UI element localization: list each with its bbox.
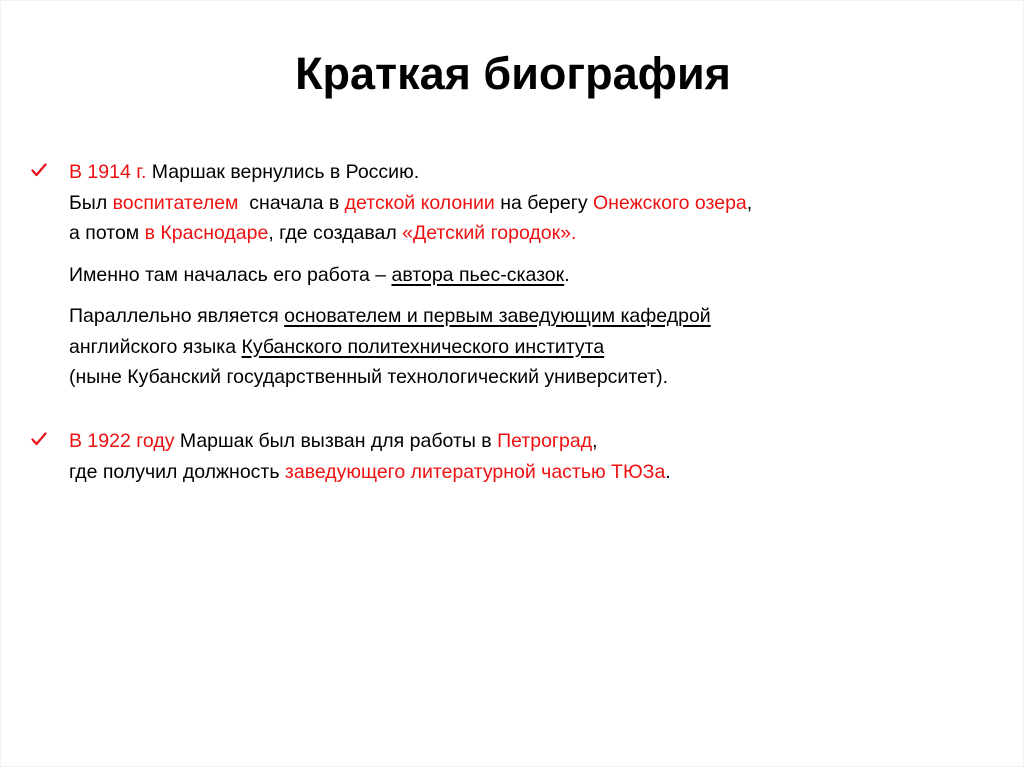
- text-line: [69, 301, 971, 332]
- highlight-text: заведующего литературной частью ТЮЗа: [284, 460, 666, 483]
- highlight-text: Петроград: [497, 430, 593, 452]
- underlined-text: автора пьес-сказок: [391, 263, 565, 286]
- text-segment: Был: [69, 191, 113, 214]
- underlined-text: Кубанского политехнического института: [241, 335, 605, 358]
- text-segment: Маршак вернулись в Россию.: [146, 161, 420, 183]
- bullet-1914: [31, 157, 971, 393]
- paragraph: [69, 157, 971, 249]
- text-line: [69, 218, 971, 249]
- text-segment: , где создавал: [268, 222, 403, 244]
- underlined-text: основателем и первым заведующим кафедрой: [284, 305, 711, 327]
- bullet-body: [69, 426, 971, 487]
- text-segment: английского языка: [69, 335, 242, 358]
- bullet-body: [69, 157, 971, 393]
- text-segment: где получил должность: [69, 460, 285, 483]
- text-segment: на берегу: [494, 191, 593, 214]
- highlight-text: воспитателем: [112, 191, 239, 214]
- bullet-1922: [31, 426, 971, 487]
- text-line: [69, 426, 971, 457]
- text-segment: Маршак был вызван для работы в: [174, 430, 498, 452]
- text-segment: .: [564, 263, 570, 286]
- text-segment: ,: [592, 430, 598, 452]
- checkmark-icon: [31, 157, 51, 185]
- paragraph: [69, 260, 971, 291]
- text-segment: Именно там началась его работа –: [69, 263, 392, 286]
- paragraph: [69, 426, 971, 487]
- text-line: [69, 332, 971, 363]
- text-segment: сначала в: [238, 191, 345, 214]
- text-line: [69, 457, 971, 488]
- highlight-text: в Краснодаре: [144, 222, 269, 244]
- text-line: [69, 362, 971, 393]
- text-segment: а потом: [69, 222, 145, 244]
- slide-title: Краткая биография: [295, 48, 731, 99]
- highlight-text: В 1914 г.: [69, 161, 147, 183]
- highlight-text: «Детский городок».: [402, 222, 577, 244]
- checkmark-icon: [31, 426, 51, 454]
- highlight-text: Онежского озера: [593, 191, 747, 214]
- text-segment: ,: [746, 191, 753, 214]
- highlight-text: детской колонии: [344, 191, 495, 214]
- text-line: [69, 260, 971, 291]
- text-segment: Параллельно является: [69, 305, 285, 327]
- text-segment: .: [665, 460, 671, 483]
- paragraph: [69, 301, 971, 393]
- highlight-text: В 1922 году: [69, 430, 175, 452]
- text-segment: (ныне Кубанский государственный технологический университет).: [69, 366, 669, 388]
- text-line: [69, 188, 971, 219]
- text-line: [69, 157, 971, 188]
